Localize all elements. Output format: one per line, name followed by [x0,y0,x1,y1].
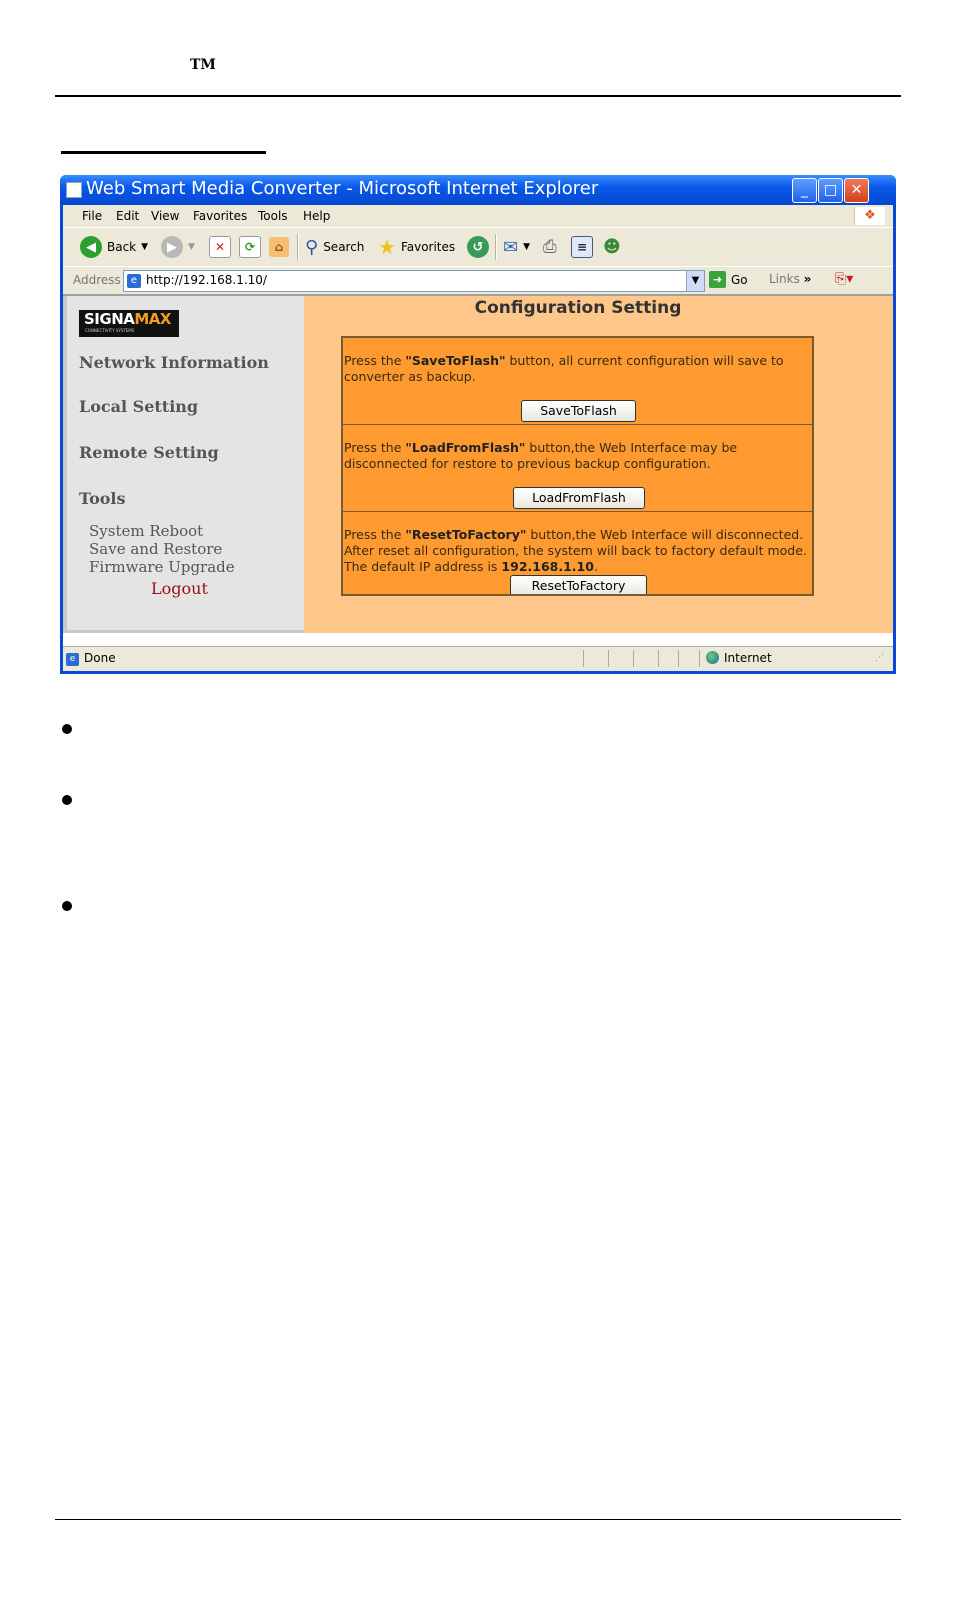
back-dropdown-icon: ▼ [141,242,149,252]
title-bar[interactable] [60,175,896,205]
minimize-button[interactable]: _ [792,178,817,203]
research-icon[interactable]: ⎘▾ [835,271,854,287]
stop-icon: ✕ [209,236,231,258]
back-arrow-icon: ◀ [80,236,102,258]
status-divider [633,650,634,667]
maximize-button[interactable]: □ [818,178,843,203]
back-button[interactable] [80,234,148,260]
menu-file[interactable]: File [82,209,103,223]
save-to-flash-button[interactable]: SaveToFlash [521,400,636,422]
forward-button[interactable] [161,234,195,260]
address-label: Address [73,273,121,287]
forward-dropdown-icon: ▼ [188,242,195,252]
nav-tools[interactable]: Tools [79,489,126,508]
back-label: Back [107,240,137,254]
go-arrow-icon: ➜ [709,271,726,288]
links-label: Links [769,272,800,286]
browser-window [60,175,896,674]
load-from-flash-button[interactable]: LoadFromFlash [513,487,645,509]
reset-to-factory-button[interactable]: ResetToFactory [510,575,647,594]
edit-page-icon: ≡ [571,236,593,258]
nav-firmware-upgrade[interactable]: Firmware Upgrade [89,558,235,576]
forward-arrow-icon: ▶ [161,236,183,258]
section-heading-underline [61,151,266,154]
logo-brand-a: SIGNA [84,310,135,328]
status-divider [678,650,679,667]
history-button[interactable] [467,234,489,260]
page-title: Configuration Setting [474,298,682,318]
logo-brand-b: MAX [134,310,171,328]
nav-remote-setting[interactable]: Remote Setting [79,443,219,462]
status-divider [583,650,584,667]
signamax-logo [79,310,179,337]
edit-button[interactable] [571,234,593,260]
menu-bar [63,205,893,228]
nav-logout[interactable]: Logout [151,579,208,598]
bullet-point [62,724,72,734]
bullet-point [62,795,72,805]
menu-help[interactable]: Help [303,209,331,223]
main-panel [304,296,893,633]
refresh-icon: ⟳ [239,236,261,258]
search-label: Search [323,240,365,254]
address-bar [63,267,893,294]
menu-view[interactable]: View [151,209,180,223]
refresh-button[interactable] [239,234,261,260]
config-table [341,336,814,596]
page-viewport [63,294,893,648]
bullet-point [62,901,72,911]
save-description: Press the "SaveToFlash" button, all current configuration will save to converter as backup. [344,353,784,384]
load-section [343,425,812,512]
mail-icon: ✉ [503,236,519,258]
logo-tagline: CONNECTIVITY SYSTEMS [85,328,135,333]
windows-logo-icon: ❖ [854,207,885,225]
print-button[interactable] [543,234,557,260]
app-icon [66,182,82,198]
home-button[interactable] [269,234,289,260]
save-section [343,338,812,425]
ie-page-icon: e [127,274,141,288]
footer-rule [55,1519,901,1520]
address-url: http://192.168.1.10/ [146,273,267,287]
nav-panel [63,296,308,633]
menu-edit[interactable]: Edit [116,209,140,223]
nav-network-information[interactable]: Network Information [79,353,269,372]
address-input[interactable] [123,270,705,292]
stop-button[interactable] [209,234,231,260]
home-icon: ⌂ [269,237,289,257]
favorites-star-icon: ★ [378,235,396,259]
search-button[interactable] [305,234,364,260]
toolbar-separator [297,234,299,260]
trademark-symbol: TM [190,57,216,73]
favorites-label: Favorites [400,240,456,254]
status-zone: Internet [724,651,772,665]
favorites-button[interactable] [378,234,455,260]
search-icon: ⚲ [305,236,319,258]
messenger-button[interactable] [603,234,621,260]
status-divider [699,650,700,667]
menu-tools[interactable]: Tools [258,209,288,223]
reset-section [343,512,812,594]
header-rule [55,95,901,97]
go-label: Go [731,272,748,287]
status-text: Done [84,651,116,665]
nav-save-and-restore[interactable]: Save and Restore [89,540,223,558]
mail-dropdown-icon: ▼ [523,242,531,252]
status-divider [658,650,659,667]
status-bar [63,646,893,670]
print-icon: ⎙ [543,237,557,257]
toolbar [63,228,893,267]
window-title: Web Smart Media Converter - Microsoft Internet Explorer [86,178,599,199]
status-page-icon: e [66,650,79,666]
go-button[interactable] [709,271,748,288]
internet-zone-globe-icon [706,650,719,664]
nav-system-reboot[interactable]: System Reboot [89,522,204,540]
close-button[interactable]: ✕ [844,178,869,203]
toolbar-separator [495,234,497,260]
reset-description: Press the "ResetToFactory" button,the Web Interface will disconnected. After reset all configuration, the system will back to factory default mode. The default IP address is 192.168.1.10. [344,527,807,574]
address-dropdown-icon[interactable]: ▼ [686,271,704,291]
resize-grip-icon[interactable]: ⋰ [875,653,884,663]
load-description: Press the "LoadFromFlash" button,the Web Interface may be disconnected for restore to previous backup configuration. [344,440,738,471]
browser-frame [63,205,893,671]
status-divider [608,650,609,667]
messenger-icon: ☻ [603,237,621,257]
links-toolbar[interactable] [769,272,811,286]
mail-button[interactable] [503,234,530,260]
chevron-right-icon: » [803,272,812,286]
menu-favorites[interactable]: Favorites [193,209,248,223]
nav-local-setting[interactable]: Local Setting [79,397,199,416]
history-icon: ↺ [467,236,489,258]
